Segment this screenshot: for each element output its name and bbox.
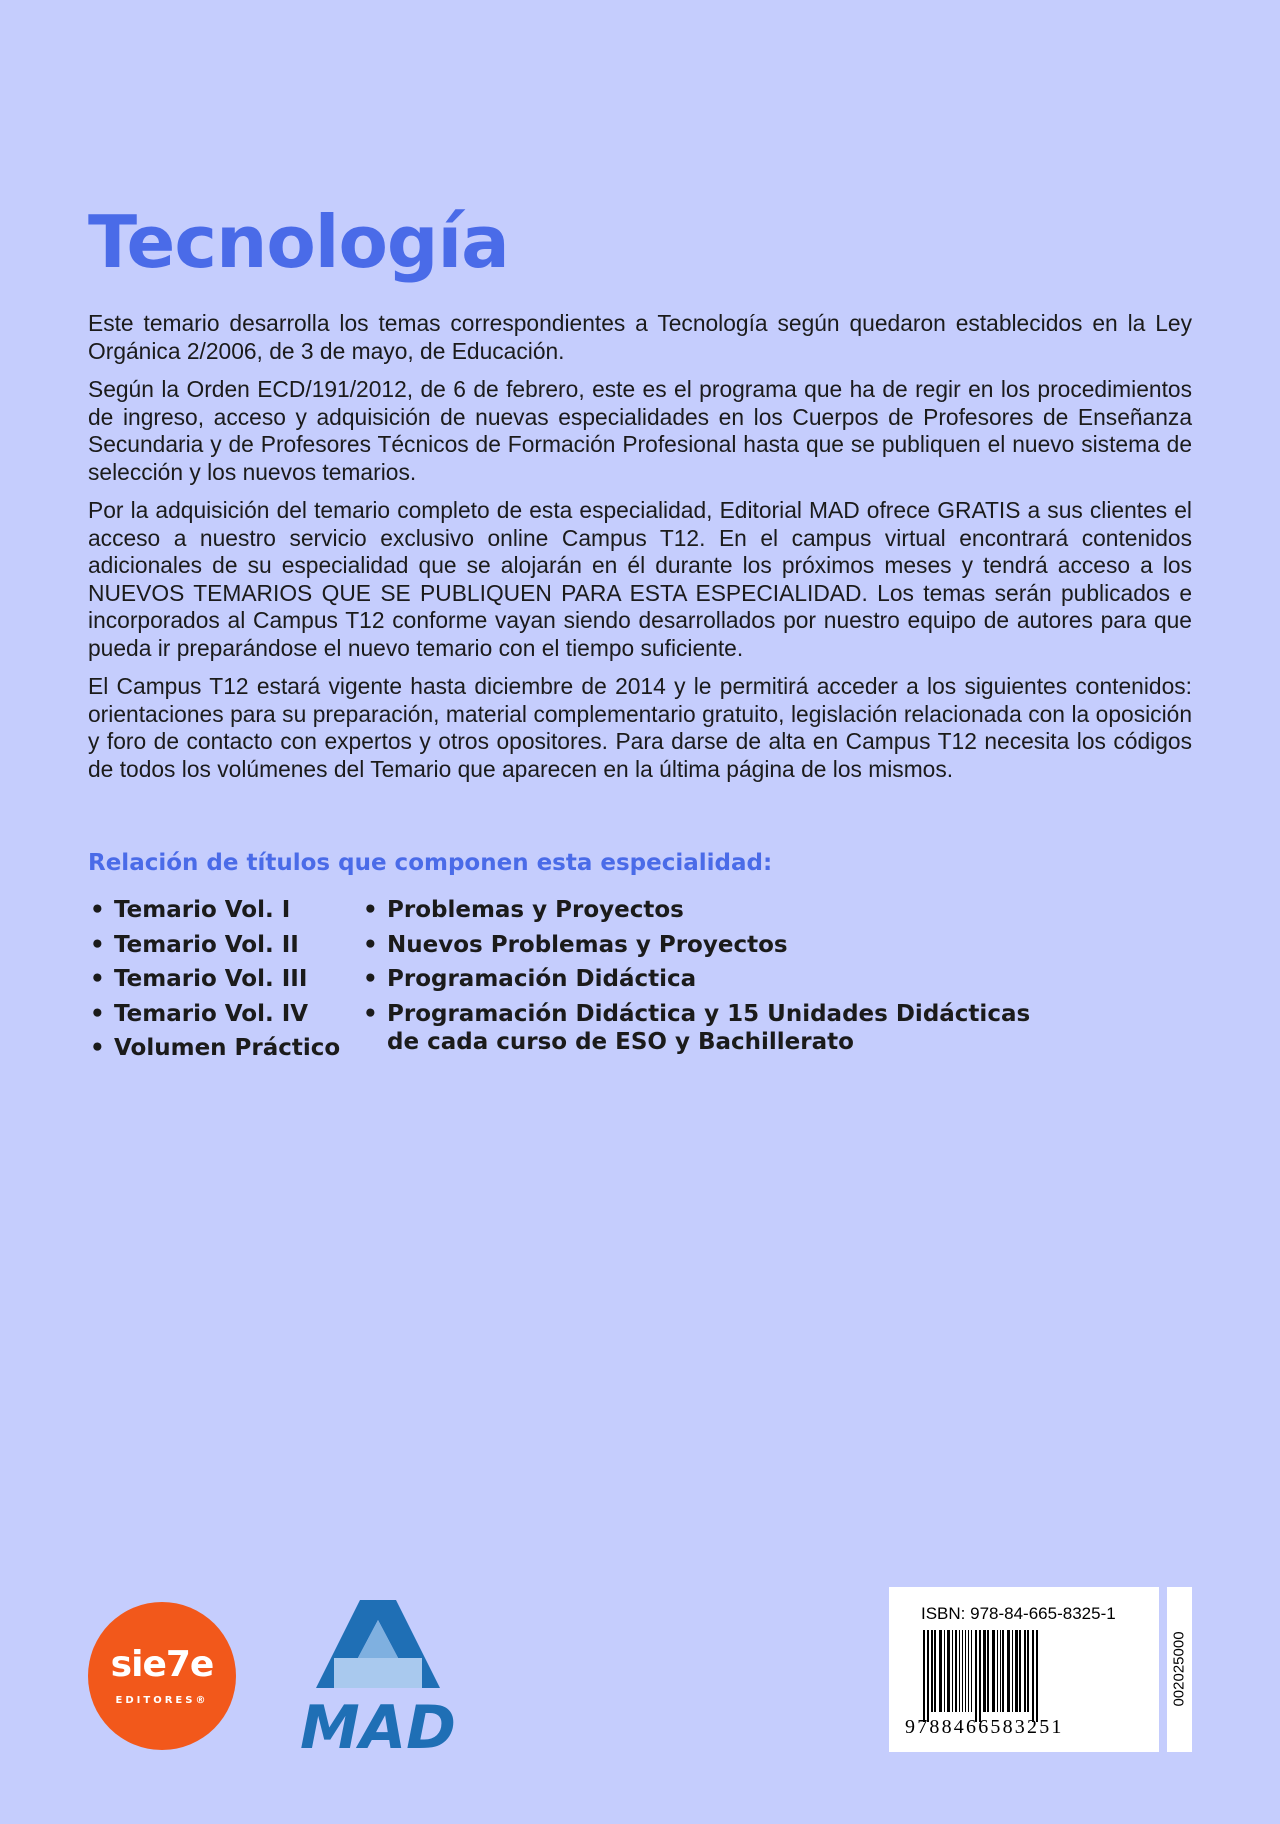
barcode-bar: [1027, 1630, 1029, 1712]
sie7e-logo-subtext: EDITORES®: [115, 1695, 209, 1706]
mad-logo: [290, 1600, 466, 1752]
list-item: • Programación Didáctica: [363, 965, 1063, 993]
barcode-bar: [934, 1630, 936, 1712]
barcode-bar: [997, 1630, 998, 1712]
barcode-bar: [1012, 1630, 1013, 1712]
titles-list-left: [90, 896, 340, 1069]
paragraph: El Campus T12 estará vigente hasta diciembre de 2014 y le permitirá acceder a los siguientes contenidos: orientaciones para su preparación, material complementario gratuito, legislación relacionada con la oposición y foro de contacto con expertos y otros opositores. Para darse de alta en Campus T12 necesita los códigos de todos los volúmenes del Temario que aparecen en la última página de los mismos.: [88, 673, 1192, 782]
barcode-bar: [1024, 1630, 1026, 1712]
list-item: [363, 1000, 1063, 1056]
isbn-digits: 9788466583251: [905, 1716, 1064, 1738]
titles-list-right: [363, 896, 1063, 1062]
description-text: [88, 310, 1192, 794]
barcode-bar: [931, 1630, 933, 1712]
barcode-bar: [952, 1630, 953, 1712]
barcode-bar: [968, 1630, 969, 1712]
sie7e-logo: [88, 1602, 236, 1750]
list-item: • Temario Vol. II: [90, 931, 340, 959]
list-item-line: • Programación Didáctica y 15 Unidades Didácticas: [387, 1000, 1031, 1027]
barcode-bar: [1007, 1630, 1010, 1712]
side-code: 002025000: [1170, 1631, 1188, 1707]
barcode-bar: [1002, 1630, 1004, 1712]
barcode-bar: [979, 1630, 981, 1722]
list-item: • Volumen Práctico: [90, 1034, 340, 1062]
barcode: [923, 1630, 1123, 1722]
list-item: • Nuevos Problemas y Proyectos: [363, 931, 1063, 959]
list-item: • Temario Vol. III: [90, 965, 340, 993]
sie7e-logo-text: sie7e: [110, 1644, 214, 1685]
paragraph: Según la Orden ECD/191/2012, de 6 de febrero, este es el programa que ha de regir en los procedimientos de ingreso, acceso y adquisición de nuevas especialidades en los Cuerpos de Profesores de Enseñanza Secundaria y de Profesores Técnicos de Formación Profesional hasta que se publiquen el nuevo sistema de selección y los nuevos temarios.: [88, 376, 1192, 485]
barcode-bar: [962, 1630, 963, 1712]
barcode-bar: [944, 1630, 945, 1712]
barcode-bar: [1036, 1630, 1038, 1722]
barcode-bar: [1000, 1630, 1001, 1712]
list-item-line: de cada curso de ESO y Bachillerato: [387, 1028, 854, 1055]
barcode-bar: [927, 1630, 929, 1722]
page-title: Tecnología: [88, 200, 509, 284]
mad-logo-band: [334, 1658, 422, 1688]
barcode-bar: [947, 1630, 950, 1712]
mad-logo-text: MAD: [300, 1693, 456, 1752]
barcode-bar: [959, 1630, 960, 1712]
list-item: • Temario Vol. IV: [90, 1000, 340, 1028]
list-item: • Temario Vol. I: [90, 896, 340, 924]
barcode-bar: [1019, 1630, 1021, 1712]
isbn-barcode-box: [889, 1587, 1159, 1752]
barcode-bar: [1032, 1630, 1034, 1722]
list-item: • Problemas y Proyectos: [363, 896, 1063, 924]
barcode-bar: [923, 1630, 925, 1722]
barcode-bar: [987, 1630, 989, 1712]
paragraph: Por la adquisición del temario completo de esta especialidad, Editorial MAD ofrece GRATIS a sus clientes el acceso a nuestro servicio exclusivo online Campus T12. En el campus virtual encontrará contenidos adicionales de su especialidad que se alojarán en él durante los próximos meses y tendrá acceso a los NUEVOS TEMARIOS QUE SE PUBLIQUEN PARA ESTA ESPECIALIDAD. Los temas serán publicados e incorporados al Campus T12 conforme vayan siendo desarrollados por nuestro equipo de autores para que pueda ir preparándose el nuevo temario con el tiempo suficiente.: [88, 497, 1192, 661]
paragraph: Este temario desarrolla los temas correspondientes a Tecnología según quedaron establecidos en la Ley Orgánica 2/2006, de 3 de mayo, de Educación.: [88, 310, 1192, 364]
barcode-bar: [1015, 1630, 1018, 1712]
side-code-box: [1167, 1587, 1192, 1752]
barcode-bar: [939, 1630, 942, 1712]
barcode-bar: [965, 1630, 966, 1712]
barcode-bar: [955, 1630, 957, 1712]
titles-list-heading: Relación de títulos que componen esta especialidad:: [88, 850, 773, 876]
barcode-bar: [971, 1630, 972, 1712]
isbn-label: ISBN: 978-84-665-8325-1: [921, 1604, 1116, 1623]
barcode-bar: [992, 1630, 995, 1712]
barcode-bar: [975, 1630, 977, 1722]
barcode-bar: [983, 1630, 986, 1712]
